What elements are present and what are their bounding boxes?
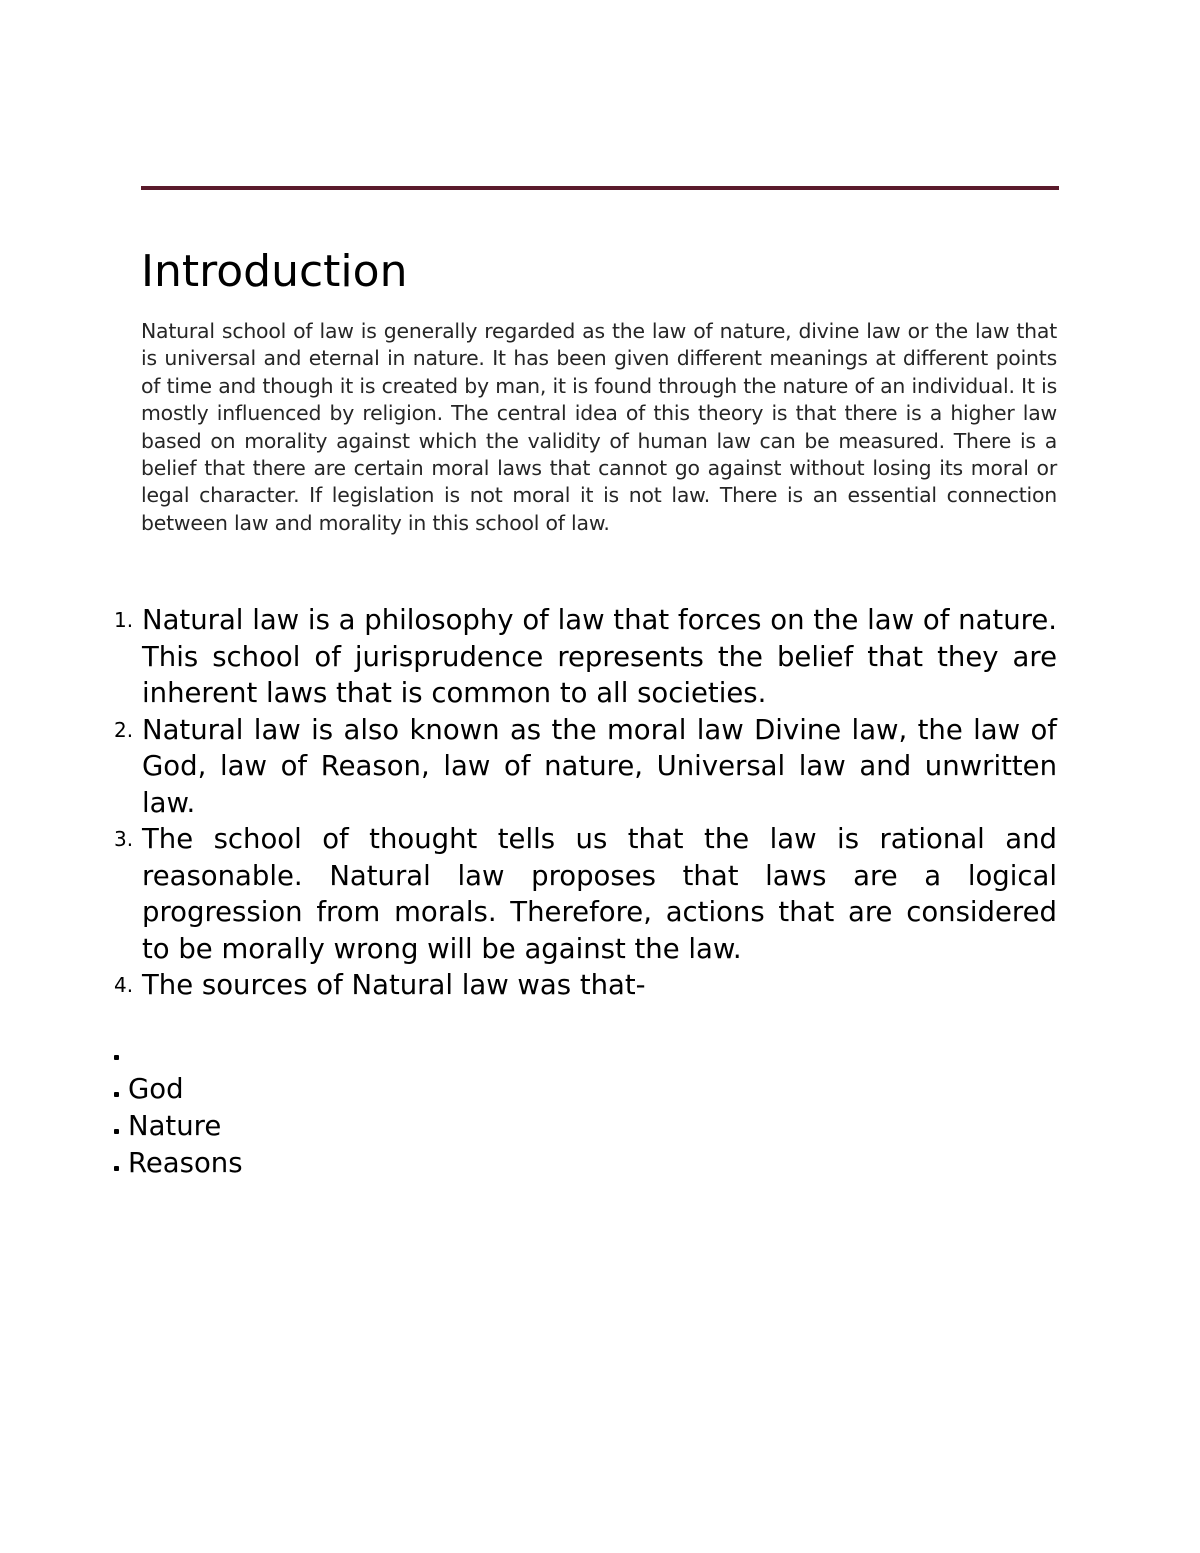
item-number: 3.: [114, 827, 134, 851]
bullet-icon: [114, 1129, 119, 1134]
section-heading: Introduction: [141, 246, 408, 297]
bullet-item: [110, 1108, 243, 1145]
numbered-list: [96, 602, 1057, 1004]
item-text: The sources of Natural law was that-: [142, 969, 646, 1001]
bullet-list: [110, 1043, 243, 1182]
numbered-item: [96, 821, 1057, 967]
bullet-icon: [114, 1055, 119, 1060]
bullet-item: [110, 1043, 243, 1071]
item-text: The school of thought tells us that the law is rational and reasonable. Natural law proposes that laws are a logical progression from morals. Therefore, actions that are considered to be morally wrong will be against the law.: [142, 823, 1057, 965]
numbered-item: [96, 967, 1057, 1004]
numbered-item: [96, 712, 1057, 822]
bullet-text: Reasons: [128, 1147, 243, 1179]
bullet-text: Nature: [128, 1110, 222, 1142]
bullet-text: God: [128, 1073, 184, 1105]
item-number: 1.: [114, 608, 134, 632]
bullet-icon: [114, 1092, 119, 1097]
item-text: Natural law is a philosophy of law that forces on the law of nature. This school of jurisprudence represents the belief that they are inherent laws that is common to all societies.: [142, 604, 1057, 709]
item-number: 4.: [114, 973, 134, 997]
intro-paragraph: Natural school of law is generally regarded as the law of nature, divine law or the law that is universal and eternal in nature. It has been given different meanings at different points of time and though it is created by man, it is found through the nature of an individual. It is mostly influenced by religion. The central idea of this theory is that there is a higher law based on morality against which the validity of human law can be measured. There is a belief that there are certain moral laws that cannot go against without losing its moral or legal character. If legislation is not moral it is not law. There is an essential connection between law and morality in this school of law.: [141, 319, 1057, 535]
bullet-item: [110, 1145, 243, 1182]
item-text: Natural law is also known as the moral law Divine law, the law of God, law of Reason, law of nature, Universal law and unwritten law.: [142, 713, 1057, 819]
bullet-item: [110, 1071, 243, 1108]
header-rule: [141, 186, 1059, 190]
bullet-icon: [114, 1166, 119, 1171]
numbered-item: [96, 602, 1057, 712]
item-number: 2.: [114, 717, 134, 742]
